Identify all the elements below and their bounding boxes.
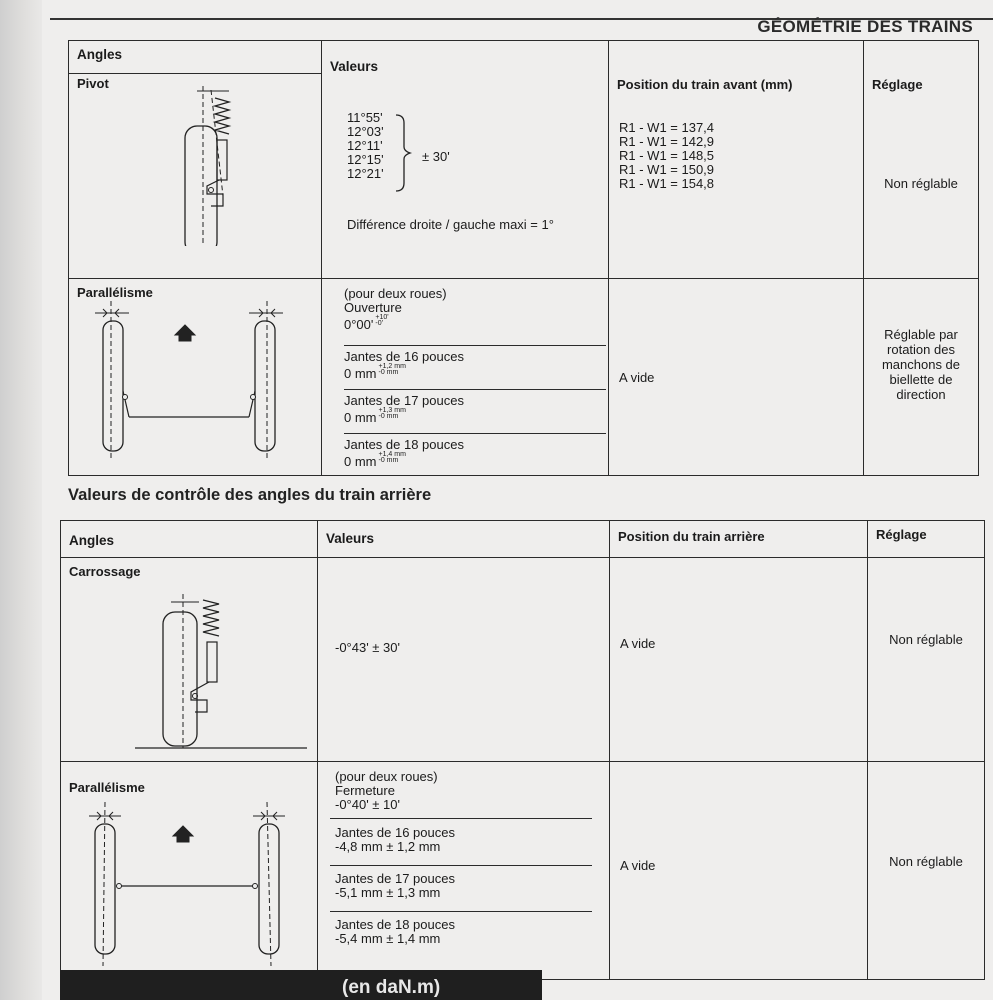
rear-parallelisme-reglage-cell [868, 762, 985, 980]
front-jante-16 [344, 350, 464, 381]
carrossage-diagram-icon [131, 592, 311, 752]
page-edge-shadow [0, 0, 42, 1000]
header-valeurs: Valeurs 11°55' 12°03' 12°11' 12°15' 12°21' ± 30' Différence droite / gauche maxi = 1° [322, 41, 609, 279]
front-parallelisme-reglage-cell [864, 279, 979, 476]
pivot-position-list [619, 121, 714, 191]
front-jante-18 [344, 438, 464, 469]
pivot-angle-5: 12°21' [347, 166, 384, 181]
pivot-angle-2: 12°03' [347, 124, 384, 139]
bracket-icon [394, 113, 424, 193]
carrossage-position: A vide [620, 636, 656, 651]
pivot-angle-3: 12°11' [347, 138, 383, 153]
pivot-angle-1: 11°55' [347, 110, 383, 125]
rear-parallelisme-title: Parallélisme [69, 780, 145, 795]
rear-header-reglage: Réglage [868, 521, 985, 558]
carrossage-angle-cell [61, 558, 318, 762]
rear-header-position: Position du train arrière [610, 521, 868, 558]
pivot-angle-cell [69, 74, 322, 279]
front-parallelisme-reglage [864, 327, 978, 402]
rear-jante-17-label: Jantes de 17 pouces [335, 871, 455, 886]
rear-parallelisme-values [335, 770, 438, 812]
rear-parallelisme-values-cell [318, 762, 610, 980]
page-title: GÉOMÉTRIE DES TRAINS [757, 17, 973, 36]
front-parallelisme-value: 0°00' [344, 317, 374, 332]
reglage-line-3: manchons de [881, 357, 961, 372]
rear-parallelisme-position: A vide [620, 858, 656, 873]
tol-minus: -0 mm [378, 457, 399, 464]
pivot-diagram-icon [149, 86, 289, 246]
rear-parallelisme-intro: (pour deux roues) [335, 769, 438, 784]
front-tol-minus: -0' [375, 320, 383, 327]
tol-plus: +1,3 mm [378, 407, 406, 414]
reglage-line-4: biellette de [889, 372, 953, 387]
front-jante-18-tolerance [379, 452, 406, 464]
divider [344, 433, 606, 434]
front-axle-table [68, 40, 979, 476]
torque-section-banner: (en daN.m) [60, 970, 542, 1000]
front-parallelisme-position-cell [609, 279, 864, 476]
rear-toe-diagram-icon [81, 802, 301, 972]
header-angles: Angles [69, 41, 322, 74]
pivot-angle-4: 12°15' [347, 152, 384, 167]
tol-plus: +1,4 mm [378, 451, 406, 458]
front-toe-diagram-icon [89, 301, 309, 471]
rear-jante-18-value: -5,4 mm ± 1,4 mm [335, 931, 441, 946]
front-jante-17-label: Jantes de 17 pouces [344, 393, 464, 408]
rear-header-valeurs: Valeurs [318, 521, 610, 558]
front-parallelisme-angle-cell [69, 279, 322, 476]
divider [344, 345, 606, 346]
front-parallelisme-value-row [344, 315, 447, 332]
pivot-position-5: R1 - W1 = 154,8 [619, 176, 715, 191]
front-parallelisme-title: Parallélisme [77, 285, 153, 300]
front-tol-plus: +10' [375, 314, 389, 321]
front-parallelisme-values [344, 287, 447, 332]
front-jante-17 [344, 394, 464, 425]
rear-parallelisme-reglage: Non réglable [889, 854, 963, 869]
front-parallelisme-mode: Ouverture [344, 300, 402, 315]
carrossage-title: Carrossage [69, 564, 141, 579]
tol-minus: -0 mm [378, 369, 399, 376]
reglage-line-1: Réglable par [884, 327, 958, 342]
rear-axle-table [60, 520, 985, 980]
rear-jante-17-value: -5,1 mm ± 1,3 mm [335, 885, 441, 900]
divider [330, 911, 592, 912]
reglage-line-2: rotation des [887, 342, 955, 357]
header-position: Position du train avant (mm) R1 - W1 = 137,4 R1 - W1 = 142,9 R1 - W1 = 148,5 R1 - W1 = 150,9 R1 - W1 = 154,8 [609, 41, 864, 279]
pivot-values-cell [322, 99, 608, 279]
carrossage-values-cell [318, 558, 610, 762]
rear-jante-18-label: Jantes de 18 pouces [335, 917, 455, 932]
pivot-position-2: R1 - W1 = 142,9 [619, 134, 715, 149]
pivot-reglage: Non réglable [884, 176, 958, 191]
pivot-position-3: R1 - W1 = 148,5 [619, 148, 715, 163]
carrossage-value: -0°43' ± 30' [335, 640, 400, 655]
pivot-difference: Différence droite / gauche maxi = 1° [347, 217, 554, 232]
front-parallelisme-tolerance [375, 315, 388, 327]
carrossage-reglage: Non réglable [889, 632, 963, 647]
rear-jante-18 [335, 918, 455, 946]
reglage-line-5: direction [896, 387, 946, 402]
front-jante-16-label: Jantes de 16 pouces [344, 349, 464, 364]
front-jante-18-label: Jantes de 18 pouces [344, 437, 464, 452]
rear-jante-16-label: Jantes de 16 pouces [335, 825, 455, 840]
rear-jante-17 [335, 872, 455, 900]
pivot-angle-list [347, 111, 384, 181]
tol-plus: +1,2 mm [378, 363, 406, 370]
carrossage-position-cell [610, 558, 868, 762]
divider [330, 818, 592, 819]
rear-section-title: Valeurs de contrôle des angles du train arrière [68, 486, 432, 504]
pivot-position-4: R1 - W1 = 150,9 [619, 162, 715, 177]
rear-parallelisme-mode: Fermeture [335, 783, 395, 798]
rear-jante-16 [335, 826, 455, 854]
rear-parallelisme-position-cell [610, 762, 868, 980]
front-jante-18-value: 0 mm [344, 454, 377, 469]
rear-parallelisme-value: -0°40' ± 10' [335, 797, 400, 812]
pivot-position-1: R1 - W1 = 137,4 [619, 120, 715, 135]
divider [344, 389, 606, 390]
carrossage-reglage-cell [868, 558, 985, 762]
divider [330, 865, 592, 866]
pivot-tolerance: ± 30' [422, 149, 450, 164]
header-reglage: Réglage Non réglable [864, 41, 979, 279]
front-jante-16-tolerance [379, 364, 406, 376]
rear-jante-16-value: -4,8 mm ± 1,2 mm [335, 839, 441, 854]
front-jante-16-value: 0 mm [344, 366, 377, 381]
rear-header-angles: Angles [61, 521, 318, 558]
front-parallelisme-position: A vide [619, 370, 655, 385]
rear-parallelisme-angle-cell [61, 762, 318, 980]
pivot-title: Pivot [77, 76, 109, 91]
front-jante-17-value: 0 mm [344, 410, 377, 425]
front-parallelisme-intro: (pour deux roues) [344, 286, 447, 301]
front-parallelisme-values-cell [322, 279, 609, 476]
front-jante-17-tolerance [379, 408, 406, 420]
tol-minus: -0 mm [378, 413, 399, 420]
